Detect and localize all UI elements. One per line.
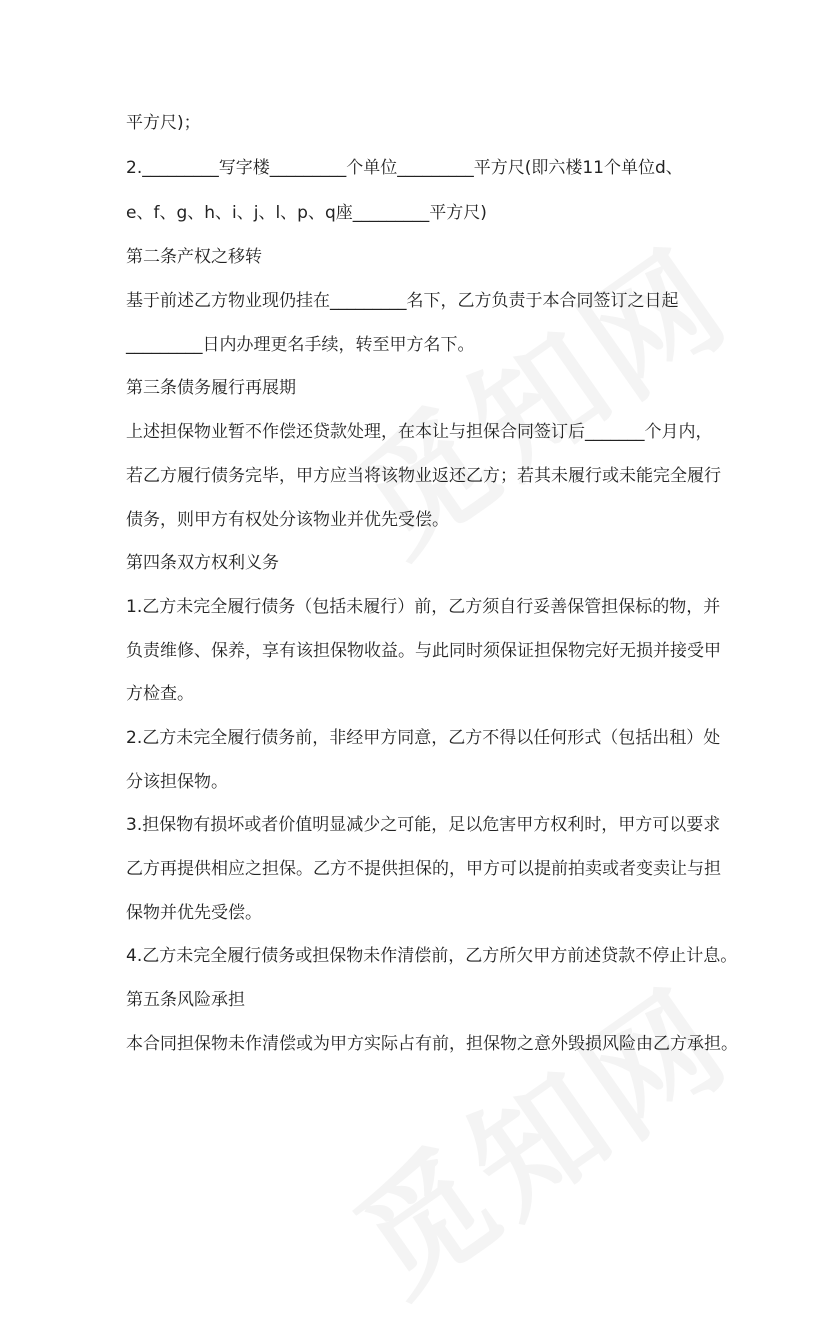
- text-line: _________日内办理更名手续，转至甲方名下。: [126, 335, 475, 355]
- section-heading: 第二条产权之移转: [126, 247, 262, 267]
- text-line: 4.乙方未完全履行债务或担保物未作清偿前，乙方所欠甲方前述贷款不停止计息。: [126, 946, 738, 966]
- text-line: 本合同担保物未作清偿或为甲方实际占有前，担保物之意外毁损风险由乙方承担。: [126, 1034, 738, 1054]
- text-line: 分该担保物。: [126, 772, 228, 792]
- text-line: 3.担保物有损坏或者价值明显减少之可能，足以危害甲方权利时，甲方可以要求: [126, 815, 721, 835]
- section-heading: 第五条风险承担: [126, 990, 245, 1010]
- text-line: 2.乙方未完全履行债务前，非经甲方同意，乙方不得以任何形式（包括出租）处: [126, 728, 721, 748]
- text-line: 上述担保物业暂不作偿还贷款处理，在本让与担保合同签订后_______个月内，: [126, 422, 713, 442]
- section-heading: 第三条债务履行再展期: [126, 378, 296, 398]
- text-line: 2._________写字楼_________个单位_________平方尺(即六楼11个单位d、: [126, 158, 683, 178]
- text-line: 负责维修、保养，享有该担保物收益。与此同时须保证担保物完好无损并接受甲: [126, 641, 721, 661]
- text-line: 平方尺)；: [126, 113, 201, 133]
- text-line: e、f、g、h、i、j、l、p、q座_________平方尺): [126, 203, 487, 223]
- text-line: 方检查。: [126, 684, 194, 704]
- text-line: 1.乙方未完全履行债务（包括未履行）前，乙方须自行妥善保管担保标的物，并: [126, 597, 721, 617]
- text-line: 基于前述乙方物业现仍挂在_________名下，乙方负责于本合同签订之日起: [126, 291, 679, 311]
- text-line: 保物并优先受偿。: [126, 903, 262, 923]
- text-line: 乙方再提供相应之担保。乙方不提供担保的，甲方可以提前拍卖或者变卖让与担: [126, 859, 721, 879]
- text-line: 若乙方履行债务完毕，甲方应当将该物业返还乙方；若其未履行或未能完全履行: [126, 466, 721, 486]
- text-line: 债务，则甲方有权处分该物业并优先受偿。: [126, 510, 449, 530]
- section-heading: 第四条双方权利义务: [126, 553, 279, 573]
